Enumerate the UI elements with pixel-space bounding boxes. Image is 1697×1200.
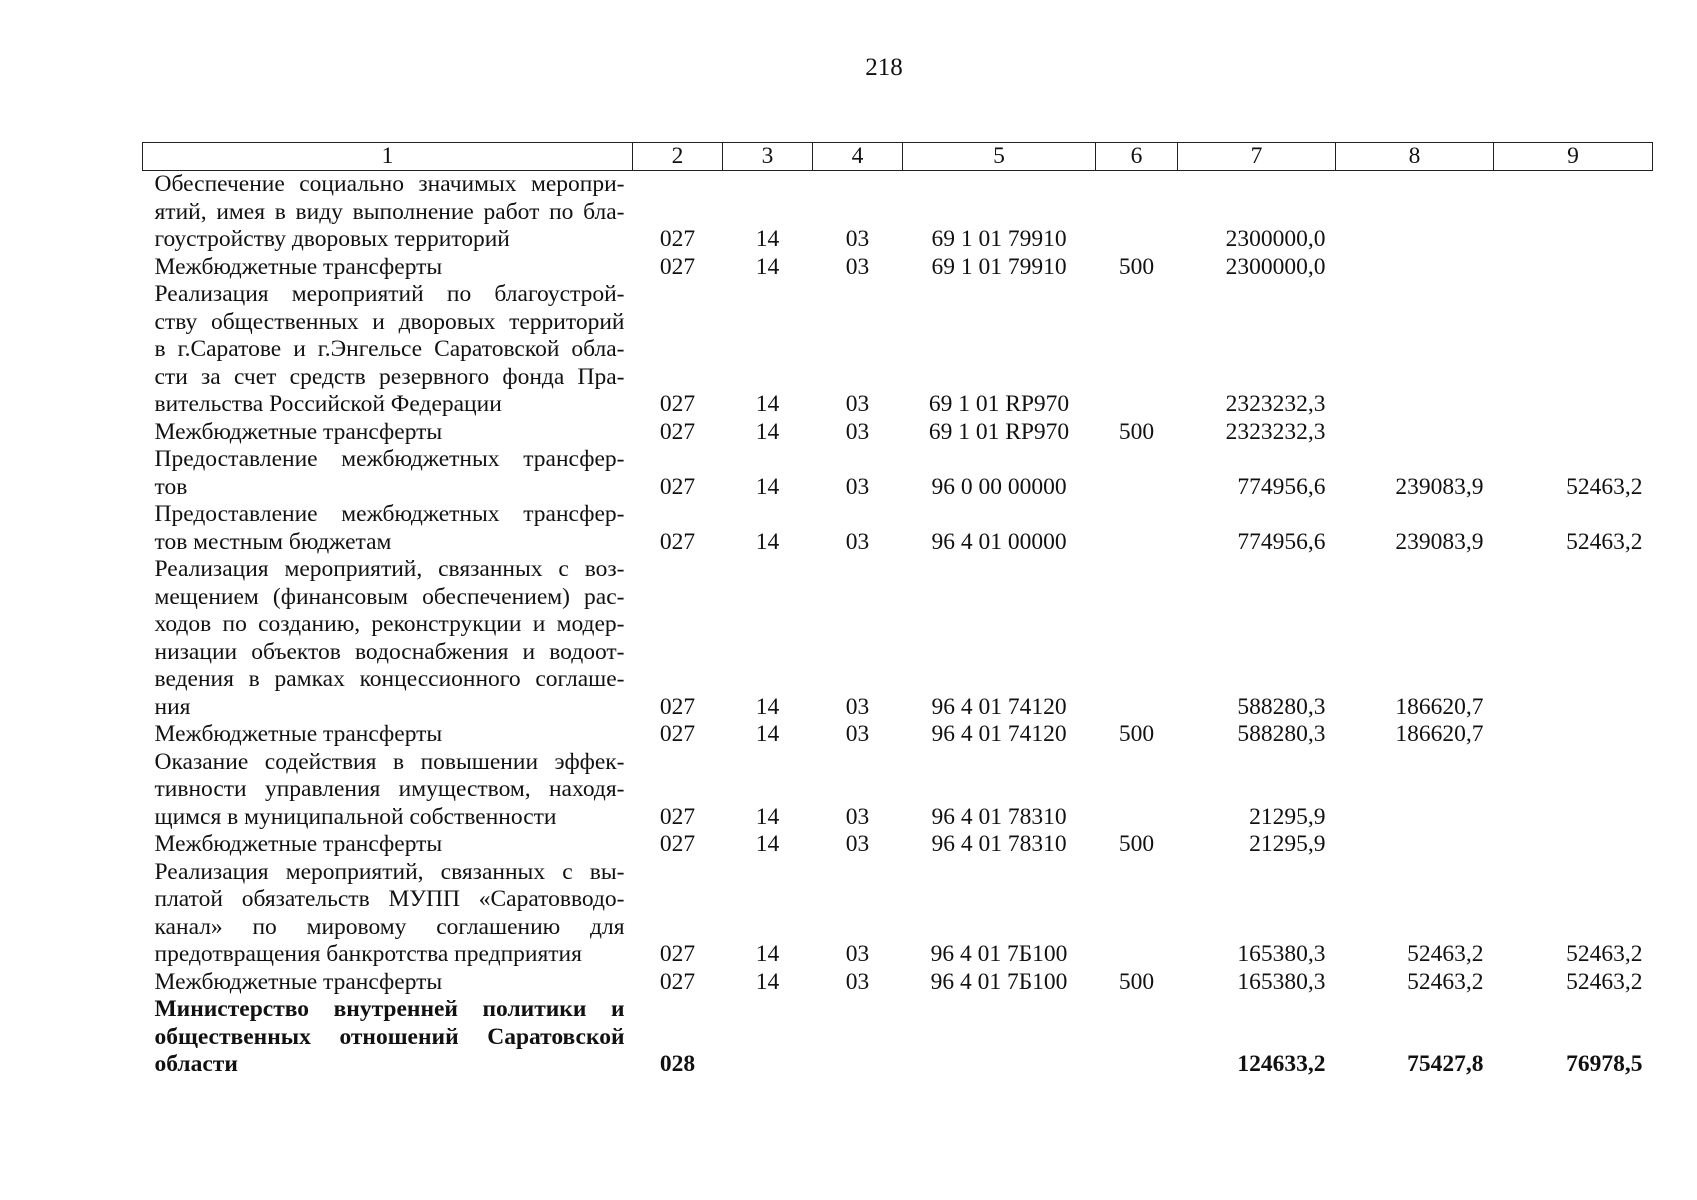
subsection-code-cell: 03 xyxy=(845,968,870,995)
table-row xyxy=(143,556,1653,721)
row-name-line: Межбюджетные трансферты xyxy=(154,721,443,747)
row-name-cell xyxy=(143,254,633,282)
row-name-line: ятий, имея в виду выполнение работ по бла- xyxy=(154,198,625,225)
subsection-code-cell: 03 xyxy=(845,253,870,280)
subsection-code-cell: 03 xyxy=(845,418,870,445)
table-row xyxy=(143,501,1653,556)
amount-col7-cell: 2300000,0 xyxy=(1225,253,1326,280)
table-row xyxy=(143,831,1653,859)
row-name-line: вительства Российской Федерации xyxy=(154,391,502,417)
row-name-cell xyxy=(143,419,633,447)
row-name-cell xyxy=(143,859,633,969)
row-name-cell xyxy=(143,721,633,749)
row-name-line: щимся в муниципальной собственности xyxy=(154,803,557,830)
section-code-cell xyxy=(723,996,813,1079)
row-name-cell xyxy=(143,446,633,501)
ministry-code-cell: 027 xyxy=(659,473,696,500)
table-row xyxy=(143,254,1653,282)
row-name-cell xyxy=(143,556,633,721)
amount-col7-cell: 588280,3 xyxy=(1237,693,1326,720)
amount-col7-cell: 21295,9 xyxy=(1249,803,1326,830)
ministry-code-cell: 027 xyxy=(659,968,696,995)
section-code-cell: 14 xyxy=(755,803,780,830)
header-cell: 6 xyxy=(1096,143,1178,171)
table-row xyxy=(143,446,1653,501)
amount-col9-cell: 52463,2 xyxy=(1566,968,1643,995)
amount-col9-cell xyxy=(1494,831,1653,859)
ministry-code-cell: 027 xyxy=(659,226,696,252)
row-name-line: Реализация мероприятий по благоустрой- xyxy=(154,281,625,307)
expense-type-cell xyxy=(1096,171,1178,254)
budget-table xyxy=(142,142,1652,1079)
amount-col9-cell: 52463,2 xyxy=(1566,941,1643,967)
row-name-line: Межбюджетные трансферты xyxy=(154,418,443,445)
amount-col8-cell xyxy=(1336,254,1494,282)
amount-col9-cell xyxy=(1494,556,1653,721)
target-item-cell: 96 4 01 7Б100 xyxy=(930,941,1068,967)
header-row xyxy=(143,143,1653,171)
amount-col8-cell: 239083,9 xyxy=(1395,473,1484,500)
row-name-line: ния xyxy=(154,693,191,720)
amount-col7-cell: 2323232,3 xyxy=(1225,391,1326,417)
row-name-cell xyxy=(143,501,633,556)
table-row xyxy=(143,419,1653,447)
target-item-cell: 69 1 01 79910 xyxy=(931,226,1067,252)
budget-table-grid xyxy=(142,142,1653,1079)
amount-col9-cell xyxy=(1494,254,1653,282)
section-code-cell: 14 xyxy=(755,941,780,967)
row-name-line: Министерство внутренней политики и xyxy=(154,996,625,1022)
row-name-line: Реализация мероприятий, связанных с воз- xyxy=(154,556,625,582)
amount-col8-cell xyxy=(1336,749,1494,832)
table-row xyxy=(143,859,1653,969)
subsection-code-cell: 03 xyxy=(845,941,870,967)
table-row xyxy=(143,171,1653,254)
header-cell: 2 xyxy=(633,143,723,171)
header-cell: 4 xyxy=(813,143,903,171)
ministry-code-cell: 027 xyxy=(659,831,696,857)
row-name-cell xyxy=(143,996,633,1079)
subsection-code-cell xyxy=(813,996,903,1079)
header-cell: 1 xyxy=(143,143,633,171)
row-name-cell xyxy=(143,281,633,419)
amount-col7-cell: 774956,6 xyxy=(1237,473,1326,500)
subsection-code-cell: 03 xyxy=(845,226,870,252)
row-name-line: ству общественных и дворовых территорий xyxy=(154,308,625,335)
target-item-cell: 96 4 01 74120 xyxy=(931,693,1067,720)
subsection-code-cell: 03 xyxy=(845,721,870,747)
subsection-code-cell: 03 xyxy=(845,831,870,857)
row-name-line: сти за счет средств резервного фонда Пра- xyxy=(154,363,625,390)
amount-col7-cell: 774956,6 xyxy=(1237,528,1326,555)
amount-col8-cell xyxy=(1336,419,1494,447)
row-name-line: канал» по мировому соглашению для xyxy=(154,913,625,940)
section-code-cell: 14 xyxy=(755,693,780,720)
row-name-cell xyxy=(143,749,633,832)
header-cell: 8 xyxy=(1336,143,1494,171)
section-code-cell: 14 xyxy=(755,253,780,280)
amount-col8-cell xyxy=(1336,831,1494,859)
expense-type-cell: 500 xyxy=(1118,968,1155,995)
header-cell: 5 xyxy=(903,143,1096,171)
ministry-code-cell: 027 xyxy=(659,803,696,830)
row-name-line: Реализация мероприятий, связанных с вы- xyxy=(154,858,625,885)
row-name-line: Межбюджетные трансферты xyxy=(154,253,443,280)
row-name-cell xyxy=(143,969,633,997)
header-cell: 7 xyxy=(1178,143,1336,171)
row-name-line: Межбюджетные трансферты xyxy=(154,831,443,857)
row-name-line: ведения в рамках концессионного соглаше- xyxy=(154,666,625,692)
expense-type-cell xyxy=(1096,749,1178,832)
amount-col8-cell: 186620,7 xyxy=(1395,693,1484,720)
target-item-cell: 96 4 01 00000 xyxy=(931,528,1067,555)
subsection-code-cell: 03 xyxy=(845,473,870,500)
amount-col7-cell: 588280,3 xyxy=(1237,721,1326,747)
amount-col9-cell xyxy=(1494,281,1653,419)
ministry-code-cell: 027 xyxy=(659,418,696,445)
row-name-line: мещением (финансовым обеспечением) рас- xyxy=(154,583,625,610)
target-item-cell: 69 1 01 RP970 xyxy=(928,391,1070,417)
expense-type-cell xyxy=(1096,501,1178,556)
section-code-cell: 14 xyxy=(755,721,780,747)
row-name-line: платой обязательств МУПП «Саратовводо- xyxy=(154,886,625,912)
table-row xyxy=(143,996,1653,1079)
amount-col8-cell: 52463,2 xyxy=(1407,941,1484,967)
row-name-line: в г.Саратове и г.Энгельсе Саратовской обла- xyxy=(154,336,625,362)
row-name-cell xyxy=(143,171,633,254)
target-item-cell: 69 1 01 RP970 xyxy=(928,418,1070,445)
ministry-code-cell: 027 xyxy=(659,391,696,417)
amount-col7-cell: 2300000,0 xyxy=(1225,226,1326,252)
row-name-line: тов местным бюджетам xyxy=(154,528,392,555)
row-name-line: Предоставление межбюджетных трансфер- xyxy=(154,446,625,472)
table-row xyxy=(143,281,1653,419)
subsection-code-cell: 03 xyxy=(845,803,870,830)
expense-type-cell xyxy=(1096,996,1178,1079)
amount-col8-cell: 52463,2 xyxy=(1407,968,1484,995)
expense-type-cell: 500 xyxy=(1118,721,1155,747)
row-name-line: Межбюджетные трансферты xyxy=(154,968,443,995)
row-name-line: тов xyxy=(154,473,188,500)
table-row xyxy=(143,721,1653,749)
row-name-line: ходов по созданию, реконструкции и модер- xyxy=(154,611,625,637)
section-code-cell: 14 xyxy=(755,418,780,445)
row-name-line: общественных отношений Саратовской xyxy=(154,1023,625,1050)
amount-col8-cell: 186620,7 xyxy=(1395,721,1484,747)
expense-type-cell: 500 xyxy=(1118,253,1155,280)
amount-col9-cell xyxy=(1494,171,1653,254)
amount-col9-cell xyxy=(1494,721,1653,749)
ministry-code-cell: 027 xyxy=(659,253,696,280)
row-name-line: гоустройству дворовых территорий xyxy=(154,226,510,252)
row-name-line: низации объектов водоснабжения и водоот- xyxy=(154,638,625,665)
table-row xyxy=(143,749,1653,832)
section-code-cell: 14 xyxy=(755,831,780,857)
amount-col9-cell: 76978,5 xyxy=(1566,1051,1643,1077)
expense-type-cell: 500 xyxy=(1118,831,1155,857)
subsection-code-cell: 03 xyxy=(845,693,870,720)
ministry-code-cell: 027 xyxy=(659,721,696,747)
target-item-cell xyxy=(903,996,1096,1079)
amount-col8-cell xyxy=(1336,281,1494,419)
target-item-cell: 69 1 01 79910 xyxy=(931,253,1067,280)
section-code-cell: 14 xyxy=(755,226,780,252)
amount-col7-cell: 165380,3 xyxy=(1237,968,1326,995)
header-cell: 3 xyxy=(723,143,813,171)
expense-type-cell xyxy=(1096,446,1178,501)
section-code-cell: 14 xyxy=(755,528,780,555)
amount-col9-cell: 52463,2 xyxy=(1566,528,1643,555)
page-number: 218 xyxy=(865,54,903,81)
expense-type-cell xyxy=(1096,281,1178,419)
ministry-code-cell: 028 xyxy=(659,1051,696,1077)
target-item-cell: 96 0 00 00000 xyxy=(931,473,1067,500)
target-item-cell: 96 4 01 74120 xyxy=(931,721,1067,747)
ministry-code-cell: 027 xyxy=(659,693,696,720)
amount-col7-cell: 165380,3 xyxy=(1237,941,1326,967)
amount-col8-cell xyxy=(1336,171,1494,254)
row-name-line: области xyxy=(154,1051,238,1077)
amount-col7-cell: 21295,9 xyxy=(1249,831,1326,857)
header-cell: 9 xyxy=(1494,143,1653,171)
amount-col9-cell xyxy=(1494,419,1653,447)
ministry-code-cell: 027 xyxy=(659,941,696,967)
subsection-code-cell: 03 xyxy=(845,528,870,555)
table-body xyxy=(143,171,1653,1079)
amount-col8-cell: 239083,9 xyxy=(1395,528,1484,555)
row-name-line: предотвращения банкротства предприятия xyxy=(154,941,582,967)
ministry-code-cell: 027 xyxy=(659,528,696,555)
amount-col9-cell xyxy=(1494,749,1653,832)
amount-col7-cell: 2323232,3 xyxy=(1225,418,1326,445)
amount-col7-cell: 124633,2 xyxy=(1237,1051,1326,1077)
target-item-cell: 96 4 01 7Б100 xyxy=(930,968,1068,995)
expense-type-cell xyxy=(1096,556,1178,721)
target-item-cell: 96 4 01 78310 xyxy=(931,803,1067,830)
row-name-line: Обеспечение социально значимых меропри- xyxy=(154,171,625,197)
row-name-line: Предоставление межбюджетных трансфер- xyxy=(154,501,625,527)
section-code-cell: 14 xyxy=(755,473,780,500)
section-code-cell: 14 xyxy=(755,968,780,995)
expense-type-cell xyxy=(1096,859,1178,969)
amount-col8-cell: 75427,8 xyxy=(1407,1051,1484,1077)
target-item-cell: 96 4 01 78310 xyxy=(931,831,1067,857)
row-name-cell xyxy=(143,831,633,859)
table-row xyxy=(143,969,1653,997)
section-code-cell: 14 xyxy=(755,391,780,417)
amount-col9-cell: 52463,2 xyxy=(1566,473,1643,500)
subsection-code-cell: 03 xyxy=(845,391,870,417)
row-name-line: тивности управления имуществом, находя- xyxy=(154,776,625,802)
row-name-line: Оказание содействия в повышении эффек- xyxy=(154,748,625,775)
expense-type-cell: 500 xyxy=(1118,418,1155,445)
